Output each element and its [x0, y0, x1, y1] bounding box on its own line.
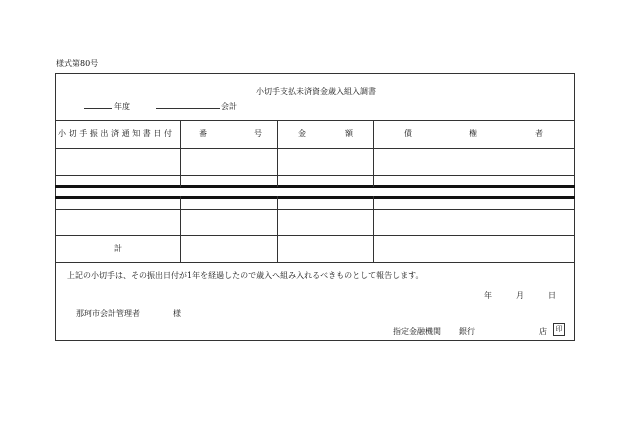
year-label: 年度	[114, 102, 130, 111]
form-title: 小切手支払未済資金歳入組入調書	[256, 87, 376, 96]
col-divider-3-lower	[373, 196, 374, 262]
account-label: 会計	[221, 102, 237, 111]
col-divider-2-upper	[277, 120, 278, 187]
header-creditor-c: 者	[535, 129, 543, 138]
rule-header-top	[55, 120, 575, 121]
header-creditor-a: 債	[404, 129, 412, 138]
account-blank-line	[156, 108, 220, 109]
header-amount-b: 額	[345, 129, 353, 138]
header-check-date: 小切手振出済通知書日付	[58, 129, 175, 138]
break-line-bottom	[55, 196, 575, 199]
manager-title: 那珂市会計管理者	[76, 309, 140, 318]
rule-header-bottom	[55, 148, 575, 149]
date-year-label: 年	[484, 291, 492, 300]
header-number-b: 号	[254, 129, 262, 138]
designated-institution-label: 指定金融機関	[393, 327, 441, 336]
col-divider-1-upper	[180, 120, 181, 187]
total-label: 計	[114, 244, 122, 253]
header-amount-a: 金	[298, 129, 306, 138]
rule-row-1	[55, 175, 575, 176]
year-blank-line	[84, 108, 112, 109]
date-month-label: 月	[516, 291, 524, 300]
branch-label: 店	[539, 327, 547, 336]
rule-row-2	[55, 209, 575, 210]
date-day-label: 日	[548, 291, 556, 300]
header-number-a: 番	[199, 129, 207, 138]
rule-total-bottom	[55, 262, 575, 263]
report-text: 上記の小切手は、その振出日付が1年を経過したので歳入へ組み入れるべきものとして報告します。	[67, 271, 424, 280]
honorific: 様	[173, 309, 181, 318]
form-number: 様式第80号	[56, 59, 99, 68]
col-divider-2-lower	[277, 196, 278, 262]
header-creditor-b: 権	[469, 129, 477, 138]
form-frame	[55, 73, 575, 341]
break-line-top	[55, 185, 575, 188]
seal-mark: 印	[553, 323, 565, 336]
col-divider-3-upper	[373, 120, 374, 187]
rule-row-3	[55, 235, 575, 236]
bank-label: 銀行	[459, 327, 475, 336]
